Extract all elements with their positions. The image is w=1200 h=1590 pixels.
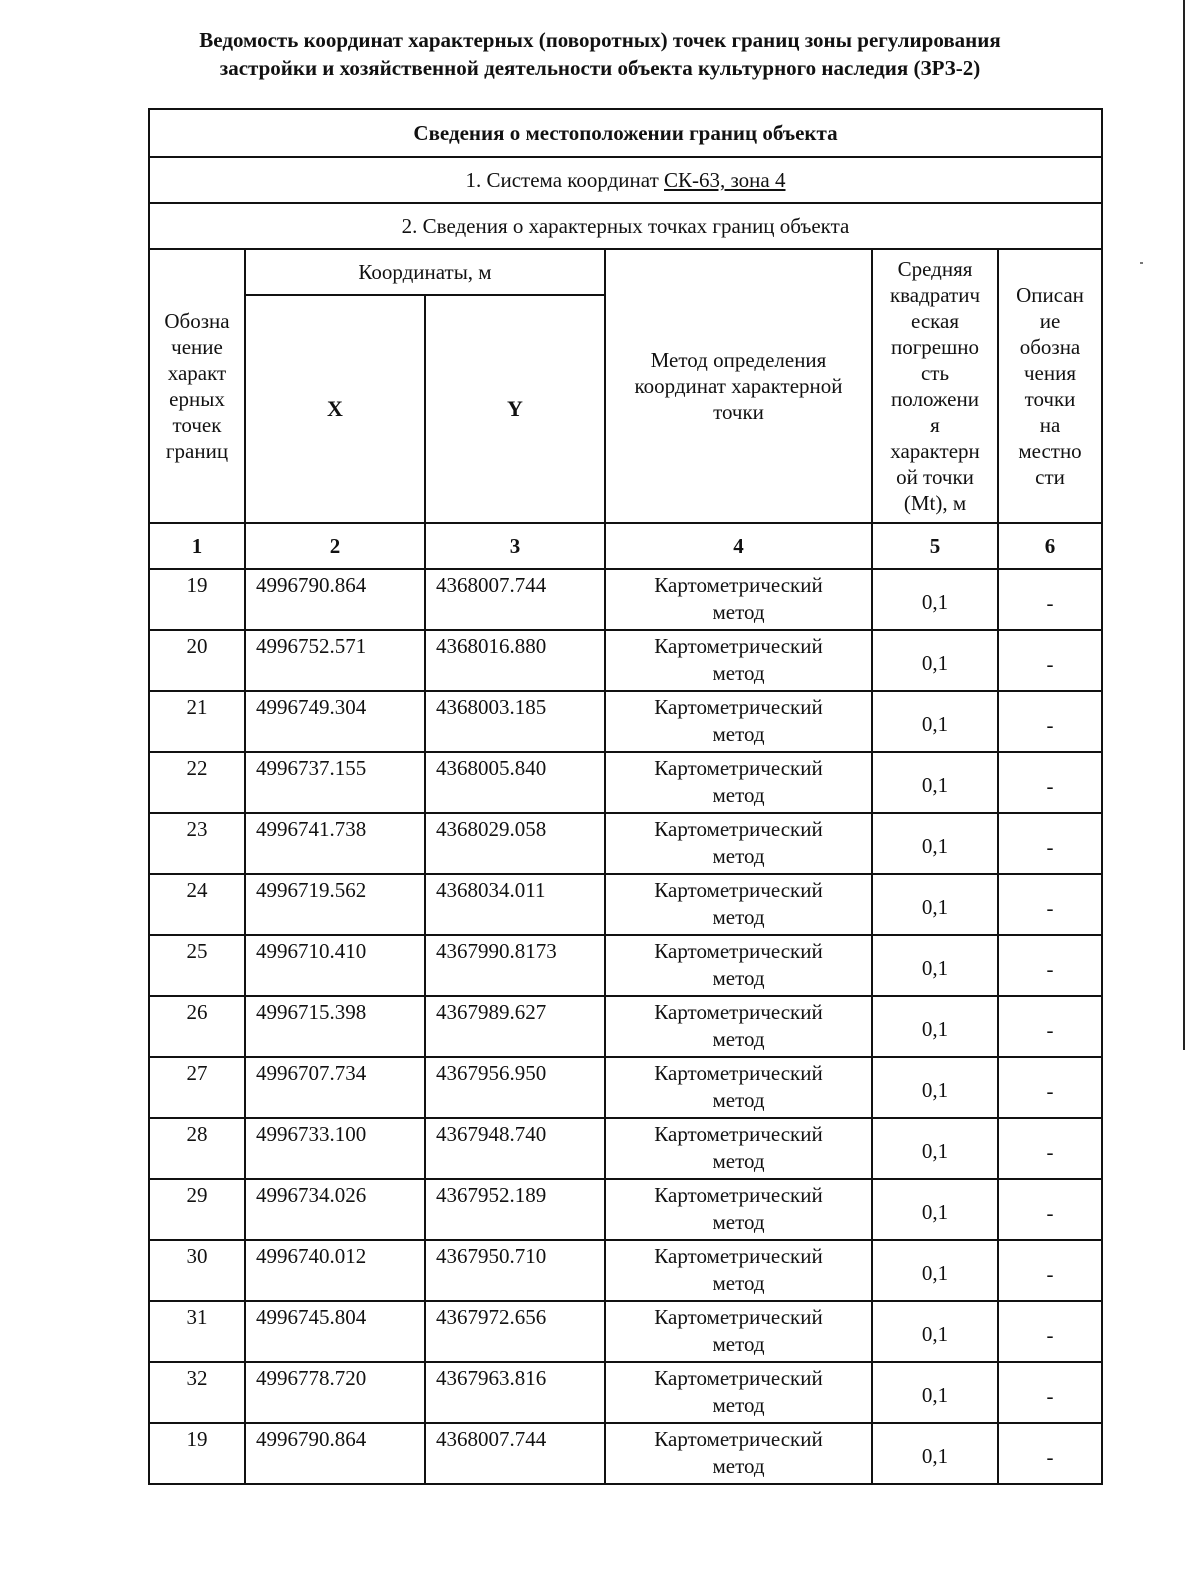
method-line: метод bbox=[712, 844, 765, 868]
method bbox=[605, 1362, 872, 1423]
error-value: 0,1 bbox=[872, 996, 998, 1057]
x-coordinate: 4996734.026 bbox=[245, 1179, 425, 1240]
designation-line: характ bbox=[167, 361, 227, 385]
x-coordinate: 4996790.864 bbox=[245, 1423, 425, 1484]
column-number: 2 bbox=[245, 523, 425, 569]
method-line: Картометрический bbox=[654, 1000, 823, 1024]
error-value: 0,1 bbox=[872, 813, 998, 874]
error-line: (Mt), м bbox=[903, 491, 967, 515]
x-coordinate: 4996778.720 bbox=[245, 1362, 425, 1423]
x-coordinate: 4996707.734 bbox=[245, 1057, 425, 1118]
method-line: Картометрический bbox=[654, 939, 823, 963]
point-number: 24 bbox=[149, 874, 245, 935]
y-coordinate: 4367989.627 bbox=[425, 996, 605, 1057]
page-edge-line bbox=[1183, 0, 1185, 1050]
error-line: квадратич bbox=[889, 283, 981, 307]
table-row bbox=[149, 1362, 1102, 1423]
error-line: я bbox=[930, 413, 940, 437]
description-value: - bbox=[998, 691, 1102, 752]
method-line: Картометрический bbox=[654, 1427, 823, 1451]
x-coordinate: 4996745.804 bbox=[245, 1301, 425, 1362]
y-coordinate: 4367963.816 bbox=[425, 1362, 605, 1423]
x-coordinate: 4996715.398 bbox=[245, 996, 425, 1057]
col-header-description bbox=[998, 249, 1102, 523]
table-row bbox=[149, 691, 1102, 752]
x-coordinate: 4996741.738 bbox=[245, 813, 425, 874]
method-line: Метод определения bbox=[650, 348, 827, 372]
error-value: 0,1 bbox=[872, 691, 998, 752]
y-coordinate: 4368034.011 bbox=[425, 874, 605, 935]
y-coordinate: 4367956.950 bbox=[425, 1057, 605, 1118]
designation-line: Обозна bbox=[164, 309, 230, 333]
point-number: 25 bbox=[149, 935, 245, 996]
method-line: Картометрический bbox=[654, 634, 823, 658]
method-line: метод bbox=[712, 1027, 765, 1051]
method-line: Картометрический bbox=[654, 1061, 823, 1085]
y-coordinate: 4367950.710 bbox=[425, 1240, 605, 1301]
description-value: - bbox=[998, 935, 1102, 996]
table-row bbox=[149, 935, 1102, 996]
points-header: 2. Сведения о характерных точках границ объекта bbox=[149, 203, 1102, 249]
method-line: Картометрический bbox=[654, 878, 823, 902]
point-number: 30 bbox=[149, 1240, 245, 1301]
y-coordinate: 4367948.740 bbox=[425, 1118, 605, 1179]
coord-system-prefix: 1. Система координат bbox=[465, 168, 664, 192]
description-value: - bbox=[998, 1240, 1102, 1301]
method-line: Картометрический bbox=[654, 1122, 823, 1146]
table-row bbox=[149, 1118, 1102, 1179]
error-value: 0,1 bbox=[872, 935, 998, 996]
error-value: 0,1 bbox=[872, 1301, 998, 1362]
point-number: 26 bbox=[149, 996, 245, 1057]
description-value: - bbox=[998, 813, 1102, 874]
method-line: координат характерной bbox=[634, 374, 843, 398]
y-coordinate: 4368029.058 bbox=[425, 813, 605, 874]
method-line: Картометрический bbox=[654, 817, 823, 841]
error-value: 0,1 bbox=[872, 569, 998, 630]
coord-system-row bbox=[149, 157, 1102, 203]
y-coordinate: 4367990.8173 bbox=[425, 935, 605, 996]
x-coordinate: 4996752.571 bbox=[245, 630, 425, 691]
column-number: 6 bbox=[998, 523, 1102, 569]
description-line: обозна bbox=[1019, 335, 1081, 359]
column-number: 1 bbox=[149, 523, 245, 569]
error-value: 0,1 bbox=[872, 874, 998, 935]
table-row bbox=[149, 1301, 1102, 1362]
point-number: 28 bbox=[149, 1118, 245, 1179]
title-line-2: застройки и хозяйственной деятельности объекта культурного наследия (ЗРЗ-2) bbox=[219, 56, 981, 80]
error-line: сть bbox=[920, 361, 950, 385]
description-value: - bbox=[998, 630, 1102, 691]
method bbox=[605, 813, 872, 874]
point-number: 22 bbox=[149, 752, 245, 813]
x-coordinate: 4996719.562 bbox=[245, 874, 425, 935]
column-numbers-row bbox=[149, 523, 1102, 569]
description-value: - bbox=[998, 874, 1102, 935]
y-coordinate: 4368007.744 bbox=[425, 569, 605, 630]
method-line: метод bbox=[712, 1149, 765, 1173]
description-line: ие bbox=[1039, 309, 1061, 333]
method bbox=[605, 1423, 872, 1484]
description-value: - bbox=[998, 752, 1102, 813]
method-line: метод bbox=[712, 1271, 765, 1295]
point-number: 20 bbox=[149, 630, 245, 691]
x-coordinate: 4996733.100 bbox=[245, 1118, 425, 1179]
point-number: 27 bbox=[149, 1057, 245, 1118]
method-line: Картометрический bbox=[654, 1183, 823, 1207]
title-line-1: Ведомость координат характерных (поворотных) точек границ зоны регулирования bbox=[199, 28, 1001, 52]
description-line: чения bbox=[1023, 361, 1077, 385]
method-line: метод bbox=[712, 661, 765, 685]
point-number: 23 bbox=[149, 813, 245, 874]
method-line: Картометрический bbox=[654, 695, 823, 719]
point-number: 29 bbox=[149, 1179, 245, 1240]
method bbox=[605, 569, 872, 630]
coord-system-value: СК-63, зона 4 bbox=[664, 168, 786, 192]
error-value: 0,1 bbox=[872, 1423, 998, 1484]
method-line: точки bbox=[713, 400, 764, 424]
error-line: ой точки bbox=[896, 465, 974, 489]
error-line: еская bbox=[910, 309, 960, 333]
method-line: метод bbox=[712, 783, 765, 807]
table-row bbox=[149, 752, 1102, 813]
table-row bbox=[149, 1240, 1102, 1301]
description-line: на bbox=[1039, 413, 1061, 437]
error-value: 0,1 bbox=[872, 1362, 998, 1423]
x-coordinate: 4996740.012 bbox=[245, 1240, 425, 1301]
x-coordinate: 4996749.304 bbox=[245, 691, 425, 752]
point-number: 31 bbox=[149, 1301, 245, 1362]
designation-line: ерных bbox=[169, 387, 225, 411]
method bbox=[605, 1057, 872, 1118]
method-line: Картометрический bbox=[654, 756, 823, 780]
method-line: метод bbox=[712, 722, 765, 746]
coordinates-table bbox=[148, 108, 1103, 1485]
col-header-x: X bbox=[245, 295, 425, 523]
method-line: Картометрический bbox=[654, 573, 823, 597]
scan-artifact bbox=[1140, 262, 1143, 264]
point-number: 19 bbox=[149, 1423, 245, 1484]
method bbox=[605, 874, 872, 935]
method-line: метод bbox=[712, 1393, 765, 1417]
designation-line: чение bbox=[171, 335, 223, 359]
table-row bbox=[149, 813, 1102, 874]
method-line: Картометрический bbox=[654, 1244, 823, 1268]
section-header: Сведения о местоположении границ объекта bbox=[149, 109, 1102, 157]
y-coordinate: 4368007.744 bbox=[425, 1423, 605, 1484]
method-line: метод bbox=[712, 1210, 765, 1234]
y-coordinate: 4368005.840 bbox=[425, 752, 605, 813]
error-value: 0,1 bbox=[872, 1240, 998, 1301]
designation-line: границ bbox=[165, 439, 229, 463]
description-line: местно bbox=[1018, 439, 1082, 463]
description-value: - bbox=[998, 1057, 1102, 1118]
description-line: сти bbox=[1035, 465, 1065, 489]
description-value: - bbox=[998, 1362, 1102, 1423]
column-number: 4 bbox=[605, 523, 872, 569]
x-coordinate: 4996737.155 bbox=[245, 752, 425, 813]
y-coordinate: 4368003.185 bbox=[425, 691, 605, 752]
point-number: 32 bbox=[149, 1362, 245, 1423]
description-value: - bbox=[998, 569, 1102, 630]
table-row bbox=[149, 874, 1102, 935]
col-header-method bbox=[605, 249, 872, 523]
description-value: - bbox=[998, 1179, 1102, 1240]
point-number: 19 bbox=[149, 569, 245, 630]
error-line: положени bbox=[891, 387, 979, 411]
column-number: 3 bbox=[425, 523, 605, 569]
column-number: 5 bbox=[872, 523, 998, 569]
method-line: метод bbox=[712, 1332, 765, 1356]
error-line: погрешно bbox=[890, 335, 980, 359]
method bbox=[605, 630, 872, 691]
description-line: точки bbox=[1024, 387, 1076, 411]
point-number: 21 bbox=[149, 691, 245, 752]
error-value: 0,1 bbox=[872, 630, 998, 691]
method bbox=[605, 1301, 872, 1362]
method-line: Картометрический bbox=[654, 1305, 823, 1329]
col-header-error bbox=[872, 249, 998, 523]
method-line: Картометрический bbox=[654, 1366, 823, 1390]
method bbox=[605, 996, 872, 1057]
method-line: метод bbox=[712, 966, 765, 990]
table-row bbox=[149, 569, 1102, 630]
error-value: 0,1 bbox=[872, 1118, 998, 1179]
method-line: метод bbox=[712, 600, 765, 624]
method bbox=[605, 935, 872, 996]
y-coordinate: 4367972.656 bbox=[425, 1301, 605, 1362]
method-line: метод bbox=[712, 905, 765, 929]
designation-line: точек bbox=[172, 413, 222, 437]
description-value: - bbox=[998, 996, 1102, 1057]
method bbox=[605, 691, 872, 752]
description-line: Описан bbox=[1016, 283, 1084, 307]
table-row bbox=[149, 996, 1102, 1057]
method bbox=[605, 1179, 872, 1240]
method bbox=[605, 752, 872, 813]
error-value: 0,1 bbox=[872, 1057, 998, 1118]
method bbox=[605, 1118, 872, 1179]
error-line: характерн bbox=[890, 439, 980, 463]
table-row bbox=[149, 1057, 1102, 1118]
description-value: - bbox=[998, 1423, 1102, 1484]
table-row bbox=[149, 630, 1102, 691]
error-value: 0,1 bbox=[872, 1179, 998, 1240]
method-line: метод bbox=[712, 1088, 765, 1112]
description-value: - bbox=[998, 1118, 1102, 1179]
x-coordinate: 4996790.864 bbox=[245, 569, 425, 630]
table-row bbox=[149, 1423, 1102, 1484]
method-line: метод bbox=[712, 1454, 765, 1478]
error-line: Средняя bbox=[897, 257, 973, 281]
y-coordinate: 4368016.880 bbox=[425, 630, 605, 691]
y-coordinate: 4367952.189 bbox=[425, 1179, 605, 1240]
x-coordinate: 4996710.410 bbox=[245, 935, 425, 996]
col-header-designation bbox=[149, 249, 245, 523]
col-header-coordinates: Координаты, м bbox=[245, 249, 605, 295]
method bbox=[605, 1240, 872, 1301]
document-title bbox=[150, 26, 1050, 82]
col-header-y: Y bbox=[425, 295, 605, 523]
table-row bbox=[149, 1179, 1102, 1240]
description-value: - bbox=[998, 1301, 1102, 1362]
error-value: 0,1 bbox=[872, 752, 998, 813]
